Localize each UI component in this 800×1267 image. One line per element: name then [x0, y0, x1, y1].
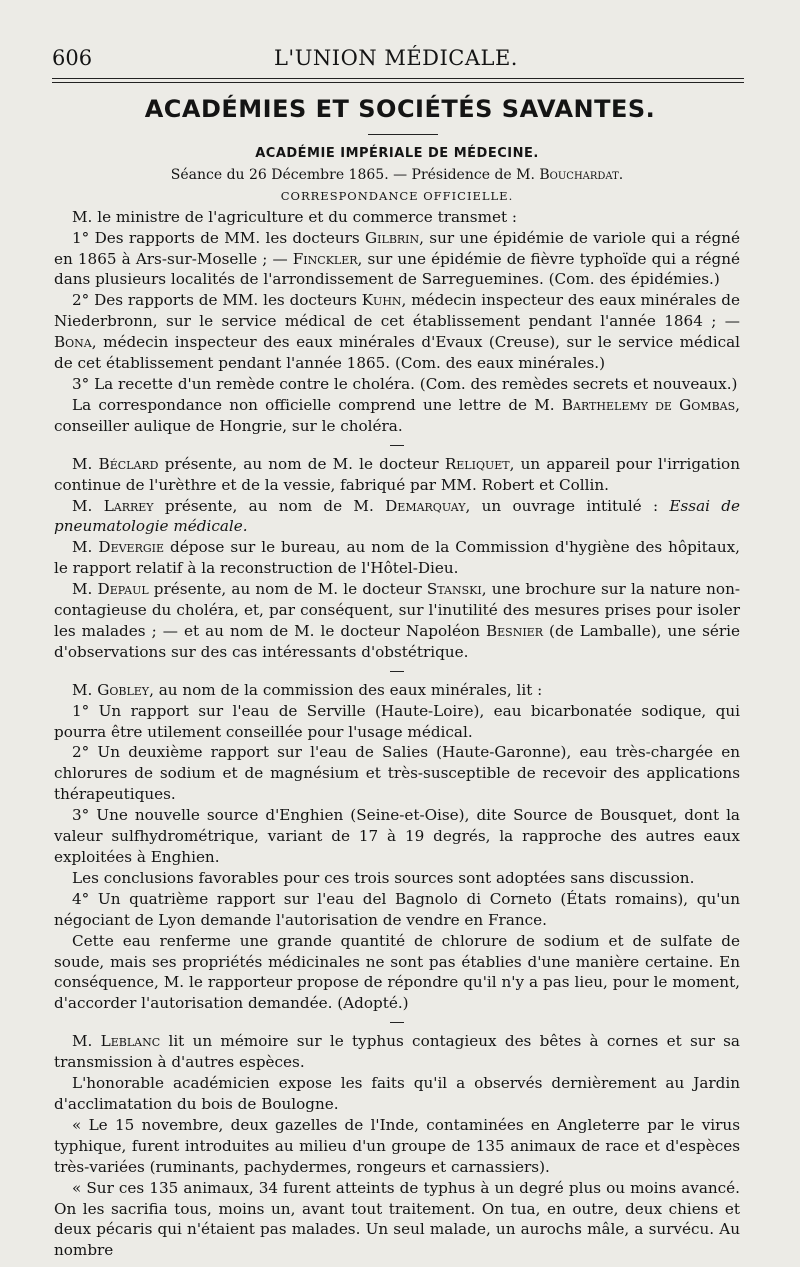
- paragraph: 1° Un rapport sur l'eau de Serville (Haute-Loire), eau bicarbonatée sodique, qui pourra être utilement conseillée pour l'usage médical.: [54, 701, 740, 741]
- paragraph: M. le ministre de l'agriculture et du commerce transmet :: [72, 207, 518, 226]
- page-header: [52, 42, 740, 74]
- paragraph: La correspondance non officielle comprend une lettre de M. Barthelemy de Gombas, conseiller aulique de Hongrie, sur le choléra.: [54, 395, 740, 435]
- paragraph: M. Larrey présente, au nom de M. Demarquay, un ouvrage intitulé : Essai de pneumatologie médicale.: [54, 496, 741, 536]
- paragraph: « Sur ces 135 animaux, 34 furent atteints de typhus à un degré plus ou moins avancé. On les sacrifia tous, moins un, avant tout traitement. On tua, en outre, deux chiens et deux pécaris qui n'étaient pas malades. Un seul malade, un aurochs mâle, a survécu. Au nombre: [54, 1178, 740, 1260]
- paragraph: « Le 15 novembre, deux gazelles de l'Inde, contaminées en Angleterre par le virus typhique, furent introduites au milieu d'un groupe de 135 animaux de race et d'espèces très-variées (ruminants, pachydermes, rongeurs et carnassiers).: [54, 1115, 740, 1176]
- header-rule: [52, 78, 744, 79]
- paragraph: 1° Des rapports de MM. les docteurs Gilbrin, sur une épidémie de variole qui a régné en 1865 à Ars-sur-Moselle ; — Finckler, sur une épidémie de fièvre typhoïde qui a régné dans plusieurs localités de l'arrondissement de Sarreguemines. (Com. des épidémies.): [54, 228, 740, 289]
- paragraph: 3° La recette d'un remède contre le choléra. (Com. des remèdes secrets et nouveaux.): [72, 374, 738, 393]
- paragraph: M. Leblanc lit un mémoire sur le typhus contagieux des bêtes à cornes et sur sa transmission à d'autres espèces.: [54, 1032, 740, 1072]
- title-rule: [368, 134, 438, 135]
- article-body: [54, 144, 740, 1261]
- header-rule-second: [52, 82, 744, 83]
- paragraph: M. Devergie dépose sur le bureau, au nom de la Commission d'hygiène des hôpitaux, le rapport relatif à la reconstruction de l'Hôtel-Dieu.: [54, 538, 740, 578]
- paragraph: M. Gobley, au nom de la commission des eaux minérales, lit :: [72, 680, 543, 699]
- paragraph: 3° Une nouvelle source d'Enghien (Seine-et-Oise), dite Source de Bousquet, dont la valeur sulfhydrométrique, variant de 17 à 19 degrés, la rapproche des autres eaux exploitées à Enghien.: [54, 806, 740, 866]
- paragraph: 2° Un deuxième rapport sur l'eau de Salies (Haute-Garonne), eau très-chargée en chlorures de sodium et de magnésium et très-susceptible de recevoir des applications thérapeutiques.: [54, 743, 740, 804]
- correspondence-heading: CORRESPONDANCE OFFICIELLE.: [280, 188, 514, 203]
- paragraph: 4° Un quatrième rapport sur l'eau del Bagnolo di Corneto (États romains), qu'un négociant de Lyon demande l'autorisation de vendre en France.: [54, 889, 740, 929]
- separator-rule: [390, 445, 404, 446]
- section-title: ACADÉMIES ET SOCIÉTÉS SAVANTES.: [144, 95, 656, 123]
- session-line: Séance du 26 Décembre 1865. — Présidence de M. Bouchardat.: [170, 166, 624, 183]
- running-title: L'UNION MÉDICALE.: [273, 46, 518, 70]
- paragraph: 2° Des rapports de MM. les docteurs Kuhn, médecin inspecteur des eaux minérales de Niederbronn, sur le service médical de cet établissement pendant l'année 1864 ; — Bona, médecin inspecteur des eaux minérales d'Evaux (Creuse), sur le service médical de cet établissement pendant l'année 1865. (Com. des eaux minérales.): [54, 291, 740, 373]
- paragraph: Cette eau renferme une grande quantité de chlorure de sodium et de sulfate de soude, mais ses propriétés médicinales ne sont pas établies d'une manière certaine. En conséquence, M. le rapporteur propose de répondre qu'il n'y a pas lieu, pour le moment, d'accorder l'autorisation demandée. (Adopté.): [54, 931, 740, 1013]
- page-number: 606: [52, 46, 93, 70]
- separator-rule: [390, 1022, 404, 1023]
- paragraph: M. Béclard présente, au nom de M. le docteur Reliquet, un appareil pour l'irrigation continue de l'urèthre et de la vessie, fabriqué par MM. Robert et Collin.: [54, 454, 740, 494]
- paragraph: M. Depaul présente, au nom de M. le docteur Stanski, une brochure sur la nature non-contagieuse du choléra, et, par conséquent, sur l'inutilité des mesures prises pour isoler les malades ; — et au nom de M. le docteur Napoléon Besnier (de Lamballe), une série d'observations sur des cas intéressants d'obstétrique.: [54, 580, 740, 661]
- academy-heading: ACADÉMIE IMPÉRIALE DE MÉDECINE.: [255, 146, 539, 161]
- paragraph: L'honorable académicien expose les faits qu'il a observés dernièrement au Jardin d'acclimatation du bois de Boulogne.: [54, 1074, 740, 1113]
- paragraph: Les conclusions favorables pour ces trois sources sont adoptées sans discussion.: [72, 868, 695, 887]
- separator-rule: [390, 671, 404, 672]
